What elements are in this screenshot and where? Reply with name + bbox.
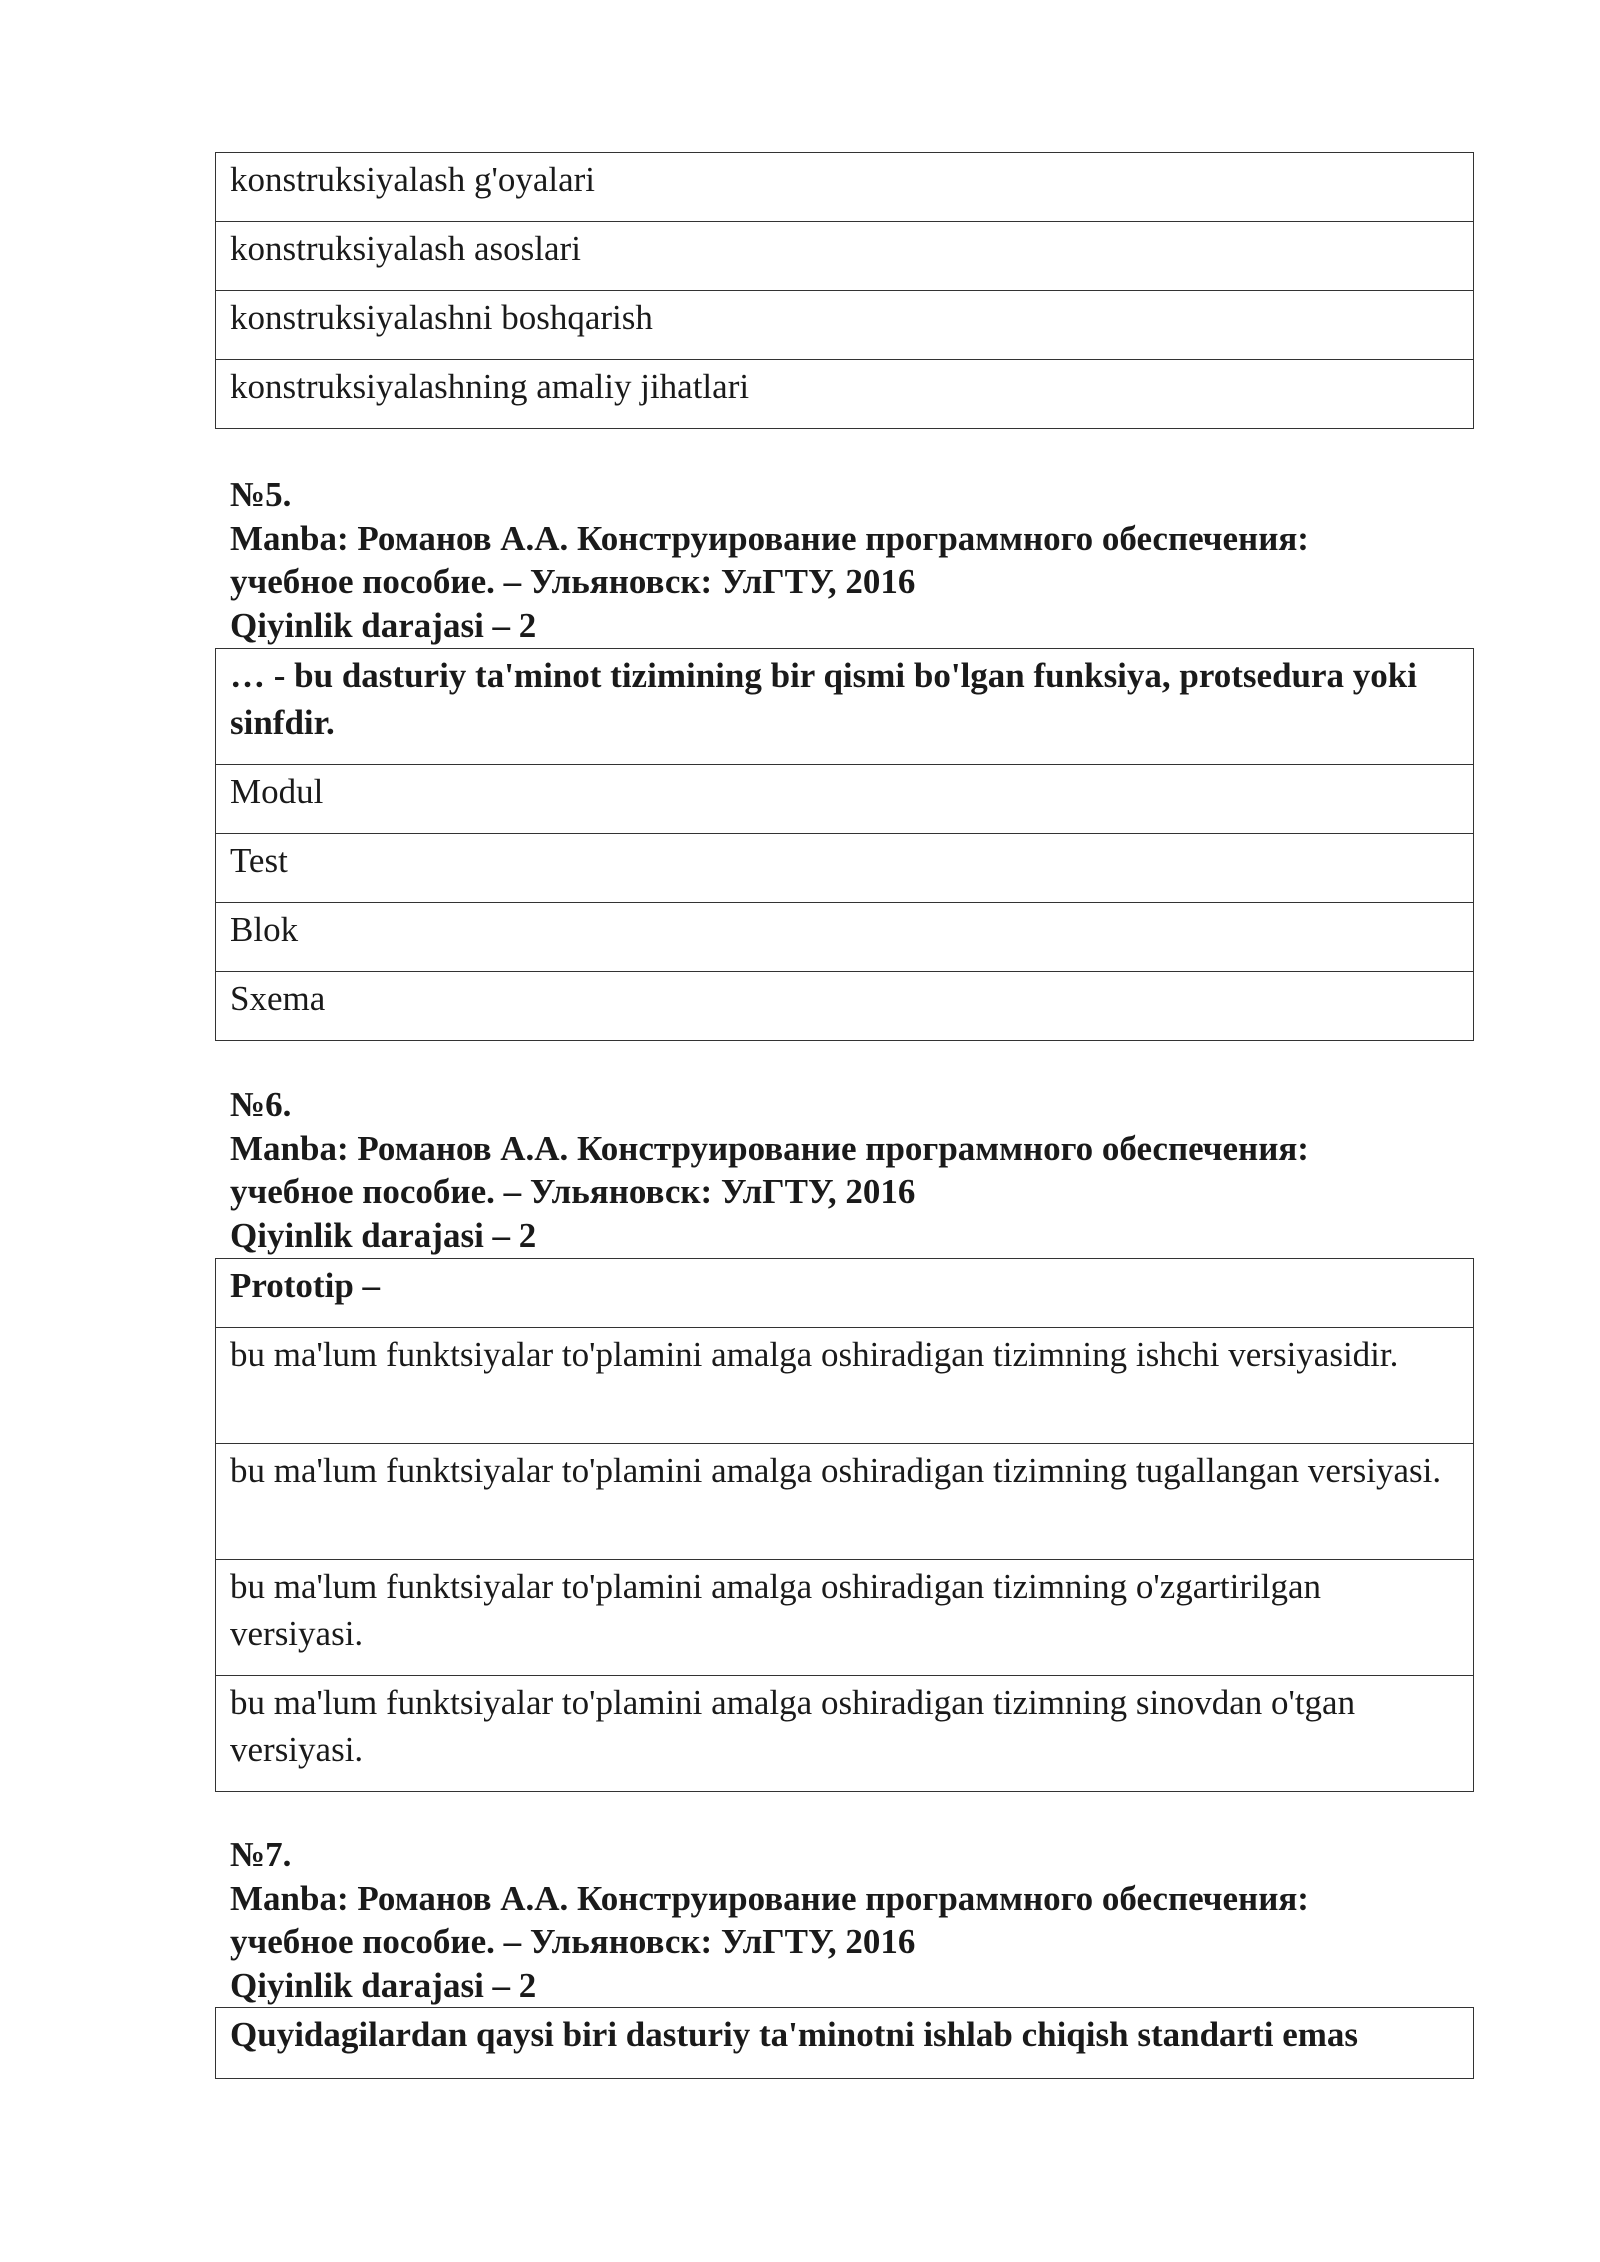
source-line: учебное пособие. – Ульяновск: УлГТУ, 2016 [230,1172,916,1211]
q4-option: konstruksiyalashni boshqarish [216,291,1474,360]
difficulty-level: Qiyinlik darajasi – 2 [230,1215,537,1255]
q4-options-table [215,152,1474,429]
answer-option: Modul [216,765,1474,834]
source-line: учебное пособие. – Ульяновск: УлГТУ, 2016 [230,1922,916,1961]
question-number: №5. [230,475,292,514]
answer-option: bu ma'lum funktsiyalar to'plamini amalga oshiradigan tizimning o'zgartirilgan versiyasi. [216,1560,1474,1676]
answer-option: Sxema [216,972,1474,1041]
answer-option: bu ma'lum funktsiyalar to'plamini amalga oshiradigan tizimning sinovdan o'tgan versiyasi. [216,1676,1474,1792]
question-number: №6. [230,1085,292,1124]
source-line: Manba: Романов А.А. Конструирование программного обеспечения: [230,1878,1309,1918]
q7-header [230,1833,1490,2007]
answer-option: bu ma'lum funktsiyalar to'plamini amalga oshiradigan tizimning tugallangan versiyasi. [216,1444,1474,1560]
question-text: Quyidagilardan qaysi biri dasturiy ta'minotni ishlab chiqish standarti emas [216,2008,1474,2079]
q4-option: konstruksiyalashning amaliy jihatlari [216,360,1474,429]
q6-header [230,1083,1490,1257]
source-line: Manba: Романов А.А. Конструирование программного обеспечения: [230,1128,1309,1168]
q5-table [215,648,1474,1041]
answer-option: Test [216,834,1474,903]
q5-header [230,473,1490,647]
q6-table [215,1258,1474,1792]
q7-table [215,2007,1474,2079]
answer-option: bu ma'lum funktsiyalar to'plamini amalga oshiradigan tizimning ishchi versiyasidir. [216,1328,1474,1444]
question-text: Prototip – [216,1259,1474,1328]
q4-option: konstruksiyalash asoslari [216,222,1474,291]
question-number: №7. [230,1835,292,1874]
question-text: … - bu dasturiy ta'minot tizimining bir qismi bo'lgan funksiya, protsedura yoki sinfdir. [216,649,1474,765]
source-line: Manba: Романов А.А. Конструирование программного обеспечения: [230,518,1309,558]
difficulty-level: Qiyinlik darajasi – 2 [230,1965,537,2005]
difficulty-level: Qiyinlik darajasi – 2 [230,605,537,645]
source-line: учебное пособие. – Ульяновск: УлГТУ, 2016 [230,562,916,601]
answer-option: Blok [216,903,1474,972]
q4-option: konstruksiyalash g'oyalari [216,153,1474,222]
